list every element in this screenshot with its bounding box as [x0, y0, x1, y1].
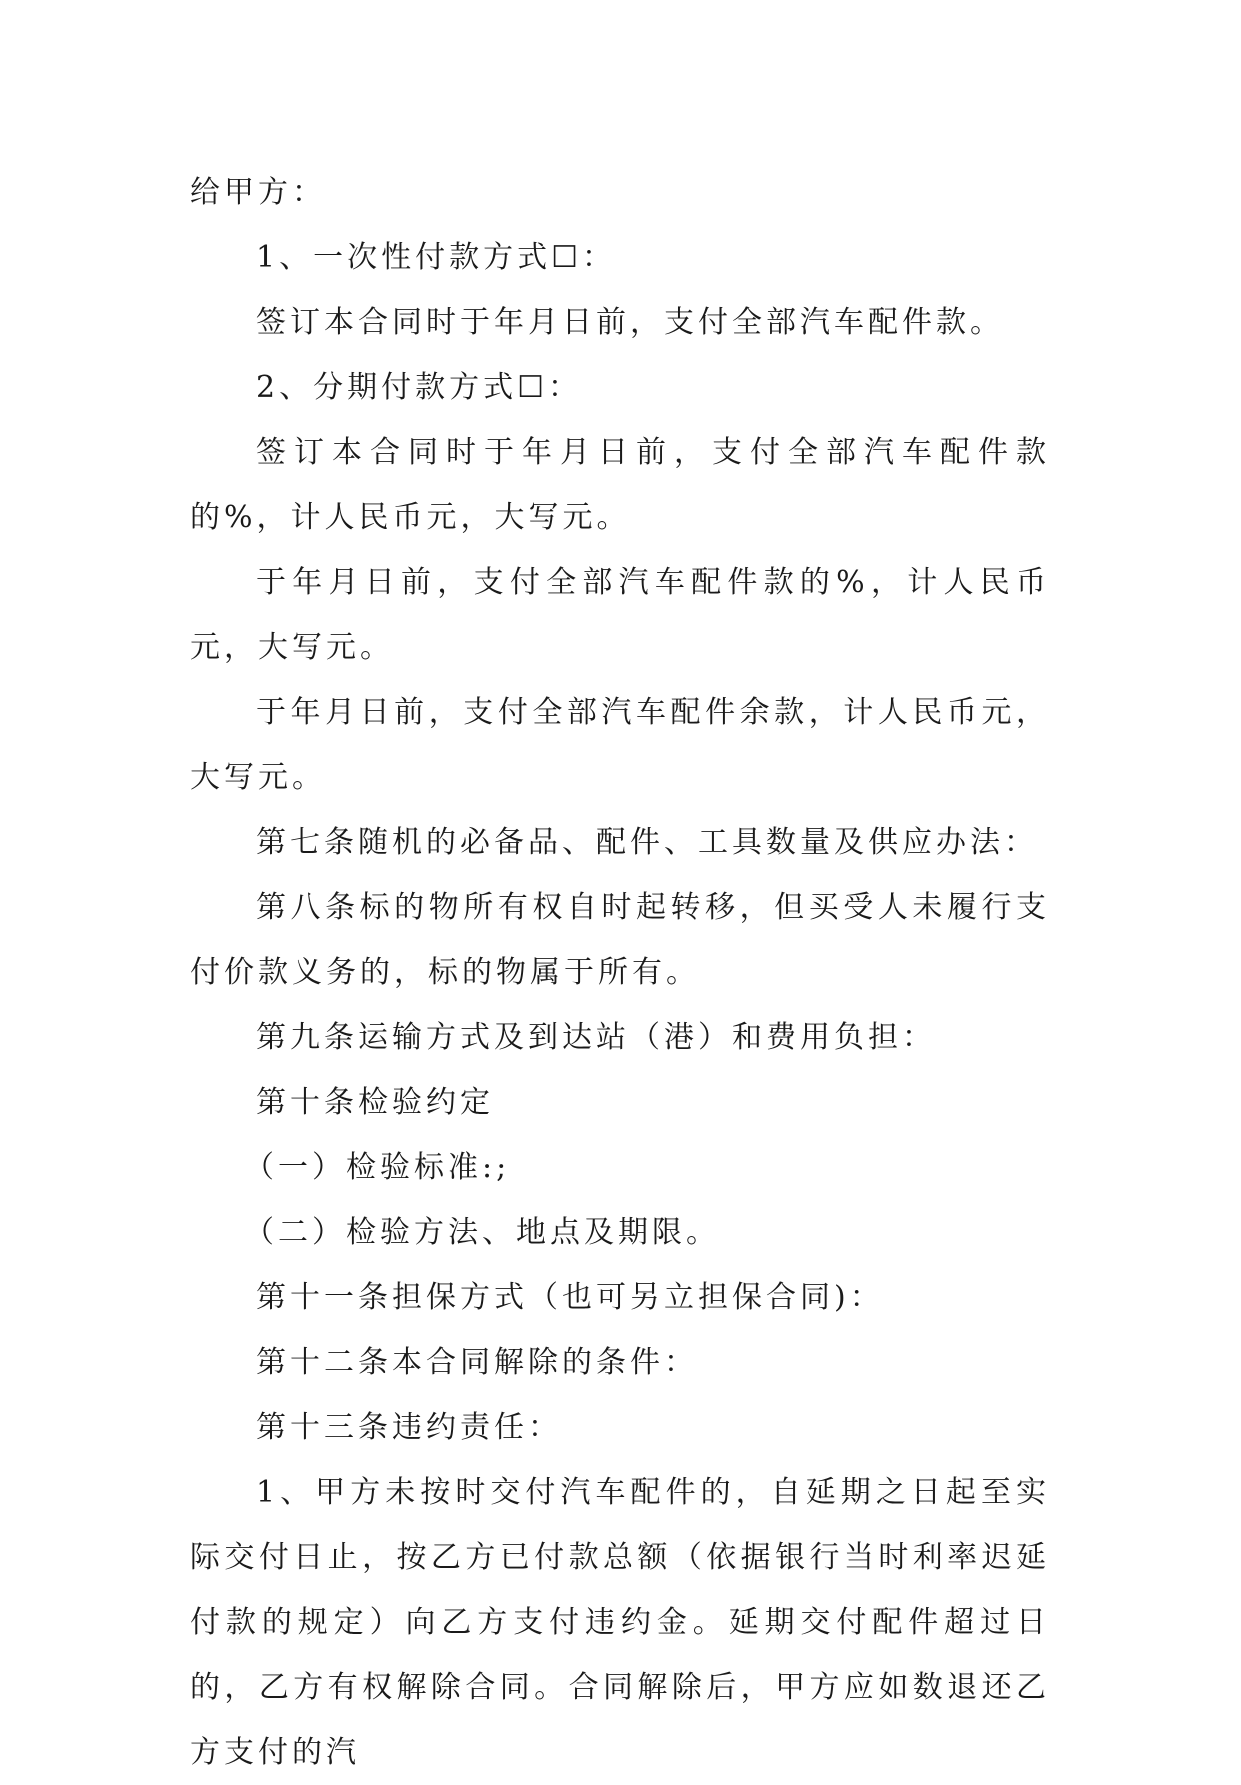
article-heading: 第十一条担保方式（也可另立担保合同)： [256, 1280, 884, 1315]
paragraph: 2、分期付款方式☐： [256, 370, 582, 405]
paragraph: 签订本合同时于年月日前，支付全部汽车配件款的%，计人民币元，大写元。 [190, 435, 1050, 535]
paragraph: 1、一次性付款方式☐： [256, 240, 616, 275]
paragraph: 于年月日前，支付全部汽车配件款的%，计人民币元，大写元。 [190, 565, 1050, 665]
paragraph: 给甲方： [190, 175, 326, 210]
article-heading: 第十二条本合同解除的条件： [256, 1345, 698, 1380]
sub-item: （一）检验标准:; [244, 1150, 511, 1185]
article-heading: 第九条运输方式及到达站（港）和费用负担： [256, 1020, 936, 1055]
paragraph: 签订本合同时于年月日前，支付全部汽车配件款。 [256, 305, 1004, 340]
paragraph: 于年月日前，支付全部汽车配件余款，计人民币元，大写元。 [190, 695, 1050, 795]
sub-item: （二）检验方法、地点及期限。 [244, 1215, 720, 1250]
article-heading: 第十条检验约定 [256, 1085, 494, 1120]
article-heading: 第八条标的物所有权自时起转移，但买受人未履行支付价款义务的，标的物属于所有。 [190, 890, 1050, 990]
article-heading: 第七条随机的必备品、配件、工具数量及供应办法： [256, 825, 1038, 860]
document-body [190, 160, 1050, 1785]
paragraph: 1、甲方未按时交付汽车配件的，自延期之日起至实际交付日止，按乙方已付款总额（依据银行当时利率迟延付款的规定）向乙方支付违约金。延期交付配件超过日的，乙方有权解除合同。合同解除后，甲方应如数退还乙方支付的汽 [190, 1475, 1050, 1770]
article-heading: 第十三条违约责任： [256, 1410, 562, 1445]
